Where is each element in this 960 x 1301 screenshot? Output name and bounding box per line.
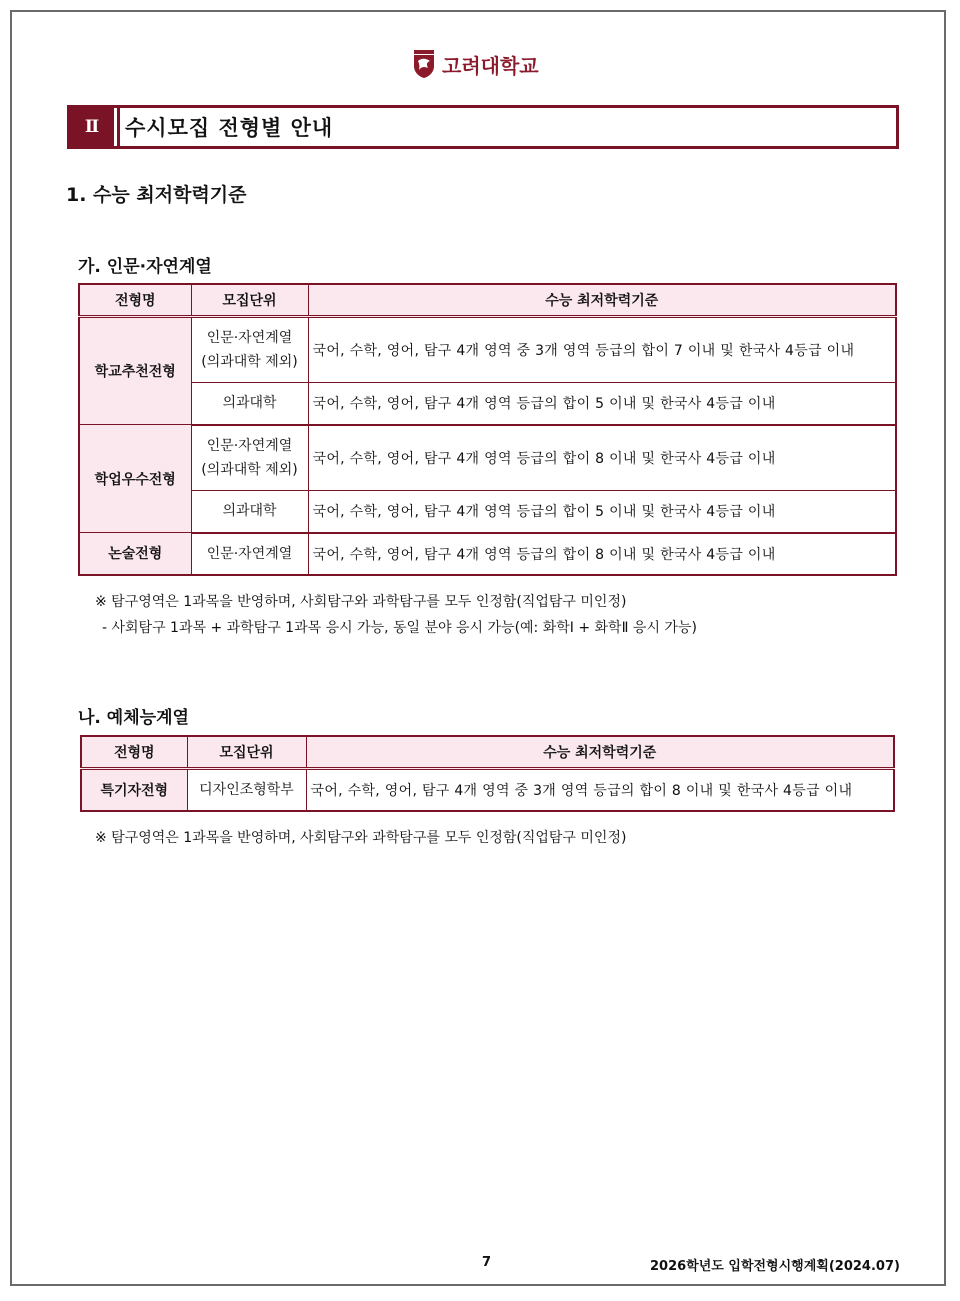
type-cell: 특기자전형 [81,769,187,811]
document-title: 2026학년도 입학전형시행계획(2024.07) [650,1259,900,1274]
heading-csat-minimum: 1. 수능 최저학력기준 [66,184,247,206]
unit-cell: 인문·자연계열 [191,533,308,575]
table-row [79,491,896,533]
section-title: 수시모집 전형별 안내 [114,108,896,146]
col-header-criteria: 수능 최저학력기준 [308,284,896,317]
table-row [81,769,894,811]
crest-icon [412,49,436,79]
criteria-cell: 국어, 수학, 영어, 탐구 4개 영역 등급의 합이 5 이내 및 한국사 4등급 이내 [308,491,896,533]
university-logo [412,48,539,80]
unit-cell [191,425,308,491]
criteria-cell: 국어, 수학, 영어, 탐구 4개 영역 중 3개 영역 등급의 합이 7 이내 및 한국사 4등급 이내 [308,317,896,383]
unit-cell: 의과대학 [191,491,308,533]
criteria-cell: 국어, 수학, 영어, 탐구 4개 영역 등급의 합이 8 이내 및 한국사 4등급 이내 [308,533,896,575]
type-cell: 논술전형 [79,533,191,575]
criteria-cell: 국어, 수학, 영어, 탐구 4개 영역 중 3개 영역 등급의 합이 8 이내 및 한국사 4등급 이내 [306,769,894,811]
unit-cell: 디자인조형학부 [187,769,306,811]
criteria-cell: 국어, 수학, 영어, 탐구 4개 영역 등급의 합이 5 이내 및 한국사 4등급 이내 [308,383,896,425]
note-inquiry-detail: - 사회탐구 1과목 + 과학탐구 1과목 응시 가능, 동일 분야 응시 가능(예: 화학Ⅰ + 화학Ⅱ 응시 가능) [102,620,697,636]
type-cell: 학업우수전형 [79,425,191,533]
unit-line: 인문·자연계열 [206,437,293,454]
criteria-table-humanities-sciences [78,283,897,576]
table-row [79,383,896,425]
criteria-cell: 국어, 수학, 영어, 탐구 4개 영역 등급의 합이 8 이내 및 한국사 4등급 이내 [308,425,896,491]
unit-cell [191,317,308,383]
table-row [79,317,896,383]
unit-line-sub: (의과대학 제외) [201,354,298,370]
col-header-type: 전형명 [79,284,191,317]
table-row [79,425,896,491]
col-header-unit: 모집단위 [191,284,308,317]
col-header-unit: 모집단위 [187,736,306,769]
note-inquiry: ※ 탐구영역은 1과목을 반영하며, 사회탐구와 과학탐구를 모두 인정함(직업탐구 미인정) [95,594,627,610]
note-inquiry-arts: ※ 탐구영역은 1과목을 반영하며, 사회탐구와 과학탐구를 모두 인정함(직업탐구 미인정) [95,830,627,846]
table-row [79,533,896,575]
type-cell: 학교추천전형 [79,317,191,425]
heading-arts-athletics: 나. 예체능계열 [78,708,189,728]
unit-line-sub: (의과대학 제외) [201,461,298,478]
col-header-criteria: 수능 최저학력기준 [306,736,894,769]
col-header-type: 전형명 [81,736,187,769]
heading-humanities-sciences: 가. 인문·자연계열 [78,257,212,277]
unit-line: 인문·자연계열 [206,330,293,346]
page-number: 7 [482,1255,492,1270]
unit-cell: 의과대학 [191,383,308,425]
criteria-table-arts-athletics [80,735,895,812]
logo-text: 고려대학교 [442,53,539,78]
section-number: Ⅱ [70,108,114,146]
section-banner [67,105,899,149]
